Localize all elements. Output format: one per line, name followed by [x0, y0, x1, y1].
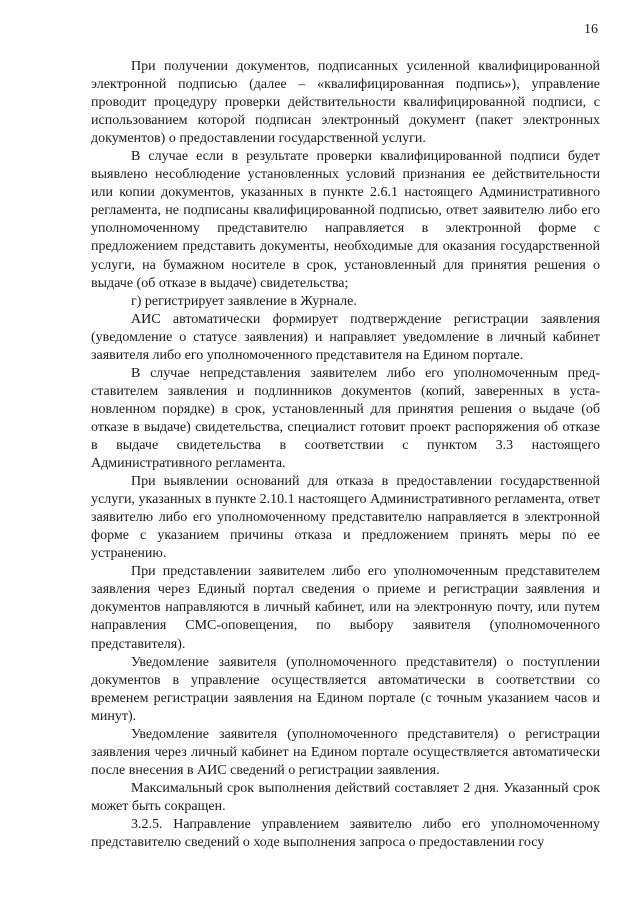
paragraph: г) регистрирует заявление в Журнале.: [131, 293, 357, 309]
paragraph: При получении документов, подписанных усиленной квалифицированной электронной подписью (далее – «квалифицированная подпись»), управление проводит процедуру проверки действительности квалифицированной подписи, с использованием которой подписан электронный документ (пакет электронных документов) о предоставлении государственной услуги.: [91, 59, 600, 147]
paragraph: Уведомление заявителя (уполномоченного представителя) о регистрации заявления через личный кабинет на Едином портале осуществляется автоматически после внесения в АИС сведений о регистрации заявления.: [91, 726, 600, 778]
paragraph: Уведомление заявителя (уполномоченного представителя) о поступлении документов в управление осуществляется автоматически в соответствии со временем регистрации заявления на Едином портале (с точным указанием часов и минут).: [91, 654, 600, 724]
paragraph: АИС автоматически формирует подтверждение регистрации заявления (уведомление о статусе заявления) и направляет уведомление в личный кабинет заявителя либо его уполномоченного представителя на Едином портале.: [91, 311, 600, 363]
paragraph: Максимальный срок выполнения действий составляет 2 дня. Указанный срок может быть сокращен.: [91, 780, 600, 814]
paragraph: При представлении заявителем либо его уполномоченным представителем заявления через Единый портал сведения о приеме и регистрации заявления и документов направляются в личный кабинет, или на электронную почту, или путем направления СМС-оповещения, по выбору заявителя (уполномоченного представителя).: [91, 564, 600, 652]
document-body: [91, 58, 600, 852]
paragraph: В случае непредставления заявителем либо его уполномоченным представителем заявления и подлинников документов (копий, заверенных в установленном порядке) в срок, установленный для принятия решения о выдаче (об отказе в выдаче) свидетельства, специалист готовит проект распоряжения об отказе в выдаче свидетельства в соответствии с пунктом 3.3 настоящего Административного регламента.: [91, 365, 600, 472]
paragraph: В случае если в результате проверки квалифицированной подписи будет выявлено несоблюдение установленных условий признания ее действительности или копии документов, указанных в пункте 2.6.1 настоящего Административного регламента, не подписаны квалифицированной подписью, ответ заявителю либо его уполномоченному представителю направляется в электронной форме с предложением представить документы, необходимые для оказания государственной услуги, на бумажном носителе в срок, установленный для принятия решения о выдаче (об отказе в выдаче) свидетельства;: [91, 149, 600, 291]
page-number: 16: [584, 22, 598, 37]
paragraph: 3.2.5. Направление управлением заявителю либо его уполномоченному представителю сведений о ходе выполнения запроса о предоставлении госу: [91, 816, 600, 851]
paragraph: При выявлении оснований для отказа в предоставлении государственной услуги, указанных в пункте 2.10.1 настоящего Административного регламента, ответ заявителю либо его уполномоченному представителю направляется в электронной форме с указанием причины отказа и предложением принять меры по ее устранению.: [91, 474, 600, 562]
